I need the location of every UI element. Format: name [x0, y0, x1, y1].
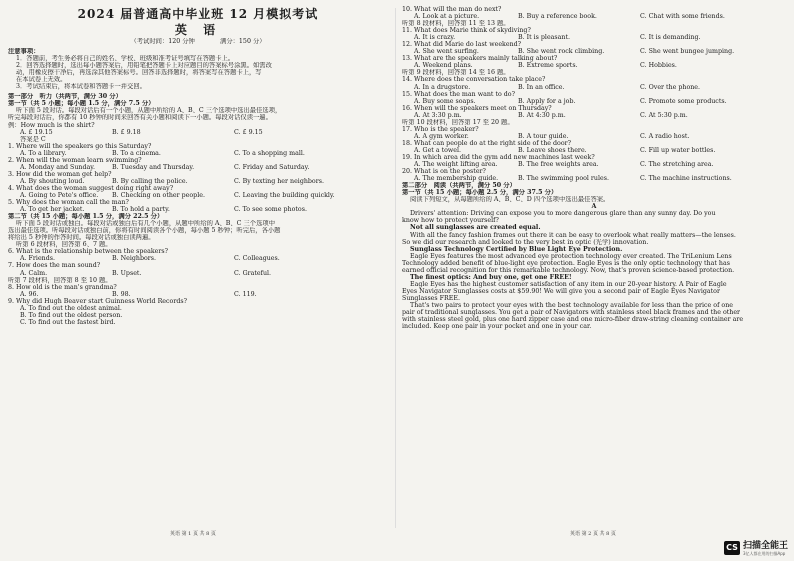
option-a: A. Calm. [20, 269, 48, 277]
option-b: B. Upset. [112, 269, 142, 277]
option-row [8, 164, 388, 171]
text-line: 3．考试结束后，将本试卷和答题卡一并交回。 [16, 83, 146, 91]
option-b: B. To hold a party. [112, 206, 170, 214]
text-line: Eagle Eyes features the most advanced eye protection technology ever created. The TriLenium Lens [410, 252, 732, 260]
camscanner-logo-icon: CS [724, 541, 740, 555]
option-c: C. By texting her neighbors. [234, 177, 324, 185]
watermark-name: 扫描全能王 [742, 541, 788, 551]
option-a: A. Weekend plans. [414, 62, 473, 70]
option-c: C. A radio host. [640, 132, 690, 140]
option-b: B. Extreme sports. [518, 62, 578, 70]
text-line: 10. What will the man do next? [402, 6, 502, 13]
text-line: 听第 7 段材料，回答第 8 至 10 题。 [8, 276, 112, 284]
option-a: A. Buy some soaps. [414, 97, 476, 105]
option-row [402, 112, 786, 119]
text-line: 听第 9 段材料，回答第 14 至 16 题。 [402, 69, 510, 77]
option-c: C. Friday and Saturday. [234, 163, 310, 171]
option-b: B. The swimming pool rules. [518, 175, 609, 183]
option-row [402, 62, 786, 69]
text-line: pair of traditional sunglasses. You get a pair of Navigators with stainless steel black frames and the other [402, 309, 741, 317]
text-line: 14. Where does the conversation take place? [402, 76, 546, 84]
text-line: 19. In which area did the gym add new machines last week? [402, 153, 595, 161]
text-line: Sunglasses FREE. [402, 294, 460, 302]
text-line: 15. What does the man want to do? [402, 90, 515, 98]
option-c: C. To see some photos. [234, 206, 307, 214]
option-row [402, 84, 786, 91]
option-a: A. By shouting loud. [20, 177, 85, 185]
option-b: B. Tuesday and Thursday. [112, 163, 195, 171]
option-c: C. Colleagues. [234, 255, 280, 263]
text-line: C. To find out the fastest bird. [20, 318, 116, 326]
option-row [8, 255, 388, 262]
text-line: 听下面 5 段对话或独白。每段对话或独白后有几个小题，从题中所给的 A、B、C 三个选项中 [16, 220, 275, 228]
text-line: 9. Why did Hugh Beaver start Guinness World Records? [8, 297, 187, 305]
text-line: 16. When will the speakers meet on Thursday? [402, 104, 552, 112]
option-b: B. The free weights area. [518, 161, 599, 169]
text-line: 第一节（共 15 小题；每小题 2.5 分，满分 37.5 分） [402, 189, 558, 197]
text-line: That's two pairs to protect your eyes with the best technology available for less than the price of one [410, 301, 733, 309]
option-b: B. Buy a reference book. [518, 13, 597, 21]
text-line: 13. What are the speakers mainly talking about? [402, 55, 558, 63]
text-line: 7. How does the man sound? [8, 262, 101, 270]
text-line: 听第 8 段材料，回答第 11 至 13 题。 [402, 20, 510, 28]
text-line: included. Keep one pair in your pocket and one in your car. [402, 323, 592, 331]
option-b: B. 98. [112, 290, 131, 298]
option-a: A. To get her jacket. [20, 206, 85, 214]
text-line: 20. What is on the poster? [402, 168, 486, 176]
text-line: A. To find out the oldest animal. [20, 304, 122, 312]
text-line: 2024 届普通高中毕业班 12 月模拟考试 [77, 7, 319, 21]
option-row [8, 178, 388, 185]
option-a: A. Monday and Sunday. [20, 163, 95, 171]
option-c: C. Fill up water bottles. [640, 146, 716, 154]
text-line: Sunglass Technology Certified by Blue Light Eye Protection. [410, 245, 623, 253]
option-a: A. Look at a picture. [414, 13, 480, 21]
option-a: A. In a drugstore. [414, 83, 471, 91]
text-line: 选出最佳选项。听每段对话或独白前，你将有时间阅读各个小题，每小题 5 秒钟；听完后，各小题 [8, 227, 281, 235]
option-row [8, 291, 388, 298]
option-row [402, 98, 786, 105]
camscanner-watermark [724, 538, 788, 557]
option-c: C. At 5:30 p.m. [640, 111, 688, 119]
option-c: C. It is demanding. [640, 34, 701, 42]
text-line: 1．答题前，考生务必将自己的姓名、学校、班级和准考证号填写在答题卡上。 [16, 55, 235, 63]
text-line: 1. Where will the speakers go this Saturday? [8, 142, 152, 150]
option-row [402, 147, 786, 154]
text-line: Eagle Eyes has the highest customer satisfaction of any item in our 20-year history. A Pair of Eagle [410, 280, 727, 288]
option-row [8, 270, 388, 277]
option-a: A. Get a towel. [414, 146, 462, 154]
option-a: A. £ 19.15 [20, 128, 53, 136]
text-line: 答案是 C [20, 135, 46, 143]
option-row [402, 133, 786, 140]
text-line: 阅读下列短文，从每题所给的 A、B、C、D 四个选项中选出最佳答案。 [410, 196, 610, 204]
text-line: Not all sunglasses are created equal. [410, 224, 541, 232]
text-line: 听完每段对话后，你都有 10 秒钟的时间来回答有关小题和阅读下一小题。每段对话仅读一遍。 [8, 114, 272, 122]
option-c: C. £ 9.15 [234, 128, 263, 136]
text-line: 3. How did the woman get help? [8, 170, 112, 178]
footer-left: 英语 第 1 页 共 8 页 [170, 531, 216, 537]
option-b: B. Leave shoes there. [518, 146, 587, 154]
text-line: 4. What does the woman suggest doing right away? [8, 184, 174, 192]
text-line: 动，用橡皮擦干净后，再选涂其他答案标号。回答非选择题时，将答案写在答题卡上，写 [16, 69, 262, 77]
text-line: 第一部分 听力（共两节，满分 30 分） [8, 93, 122, 101]
option-row [8, 150, 388, 157]
option-a: A. It is crazy. [414, 34, 456, 42]
option-row [402, 13, 786, 20]
text-line: 11. What does Marie think of skydiving? [402, 27, 531, 35]
text-line: 2．回答选择题时，选出每小题答案后，用铅笔把答题卡上对应题目的答案标号涂黑。如需改 [16, 62, 272, 70]
text-line: 8. How old is the man's grandma? [8, 283, 117, 291]
option-b: B. By calling the police. [112, 177, 188, 185]
text-line: earned official recognition for this remarkable technology. Now, that's proven science-based protection. [402, 266, 735, 274]
text-line: 18. What can people do at the right side of the door? [402, 139, 571, 147]
page-left [8, 6, 388, 326]
text-line: B. To find out the oldest person. [20, 311, 123, 319]
text-line: （考试时间：120 分钟 满分：150 分） [130, 38, 266, 45]
text-line: 英 语 [174, 23, 222, 37]
watermark-tagline: 3亿人都在用的扫描App [742, 551, 786, 556]
option-a: A. Friends. [20, 255, 55, 263]
text-line: 2. When will the woman learn swimming? [8, 156, 142, 164]
option-b: B. To a cinema. [112, 149, 161, 157]
page-right [402, 6, 786, 330]
option-row [8, 206, 388, 213]
text-line: With all the fancy fashion frames out there it can be easy to overlook what really matters—the lenses. [410, 231, 736, 239]
text-line: Drivers' attention: Driving can expose you to more dangerous glare than any sunny day. Do you [410, 210, 716, 218]
option-c: C. Chat with some friends. [640, 13, 725, 21]
text-line: 第二节（共 15 小题；每小题 1.5 分，满分 22.5 分） [8, 213, 164, 221]
text-line: A [591, 203, 597, 211]
text-line: with stainless steel gold, plus one hard zipper case and one micro-fiber draw-string cleaning container are [402, 316, 744, 324]
text-line: Technology added benefit of blue-light eye protection. Eagle Eyes is the only optic technology that has [402, 259, 730, 267]
option-a: A. She went surfing. [414, 48, 479, 56]
text-line: 在本试卷上无效。 [16, 76, 67, 84]
option-b: B. She went rock climbing. [518, 48, 605, 56]
text-line: 17. Who is the speaker? [402, 125, 479, 133]
option-c: C. Over the phone. [640, 83, 701, 91]
option-row [402, 48, 786, 55]
option-a: A. A gym worker. [414, 132, 469, 140]
text-line: Eyes Navigator Sunglasses costs at $59.90! We will give you a second pair of Eagle Eyes Navigator [402, 287, 720, 295]
text-line: 听第 6 段材料，回答第 6、7 题。 [16, 241, 112, 249]
option-row [402, 161, 786, 168]
option-c: C. Grateful. [234, 269, 272, 277]
option-a: A. 96. [20, 290, 39, 298]
option-b: B. Checking on other people. [112, 191, 205, 199]
option-c: C. The machine instructions. [640, 175, 732, 183]
text-line: So we did our research and looked to the very best in optic (光学) innovation. [402, 238, 649, 246]
text-line: 第一节（共 5 小题；每小题 1.5 分，满分 7.5 分） [8, 100, 155, 108]
text-line: 第二部分 阅读（共两节，满分 50 分） [402, 182, 516, 190]
option-row [402, 175, 786, 182]
option-a: A. To a library. [20, 149, 67, 157]
text-line: 听第 10 段材料，回答第 17 至 20 题。 [402, 118, 514, 126]
text-line: know how to protect yourself? [402, 217, 499, 225]
option-a: A. Going to Pete's office. [20, 191, 99, 199]
option-a: A. At 3:30 p.m. [414, 111, 462, 119]
option-c: C. The stretching area. [640, 161, 714, 169]
option-c: C. Promote some products. [640, 97, 727, 105]
text-line: 将给出 5 秒钟的作答时间。每段对话或独白读两遍。 [8, 234, 155, 242]
text-line: The finest optics: And buy one, get one FREE! [410, 273, 572, 281]
option-b: B. At 4:30 p.m. [518, 111, 566, 119]
option-b: B. Neighbors. [112, 255, 157, 263]
option-row [402, 34, 786, 41]
option-b: B. Apply for a job. [518, 97, 576, 105]
text-line: 听下面 5 段对话。每段对话后有一个小题，从题中所给的 A、B、C 三个选项中选出最佳选项， [16, 107, 282, 115]
option-b: B. A tour guide. [518, 132, 569, 140]
column-divider [395, 8, 396, 528]
option-row [8, 192, 388, 199]
option-a: A. The membership guide. [414, 175, 499, 183]
text-line: 6. What is the relationship between the speakers? [8, 248, 169, 256]
option-c: C. To a shopping mall. [234, 149, 305, 157]
text-line: 5. Why does the woman call the man? [8, 199, 129, 207]
text-line: 12. What did Marie do last weekend? [402, 41, 522, 49]
option-c: C. She went bungee jumping. [640, 48, 735, 56]
text-line: 例：How much is the shirt? [8, 121, 95, 129]
option-b: B. In an office. [518, 83, 565, 91]
footer-right: 英语 第 2 页 共 8 页 [570, 531, 616, 537]
option-row [8, 129, 388, 136]
option-b: B. £ 9.18 [112, 128, 141, 136]
option-c: C. 119. [234, 290, 257, 298]
option-c: C. Leaving the building quickly. [234, 191, 335, 199]
text-line: 注意事项： [8, 48, 40, 56]
option-c: C. Hobbies. [640, 62, 677, 70]
option-a: A. The weight lifting area. [414, 161, 498, 169]
option-b: B. It is pleasant. [518, 34, 570, 42]
